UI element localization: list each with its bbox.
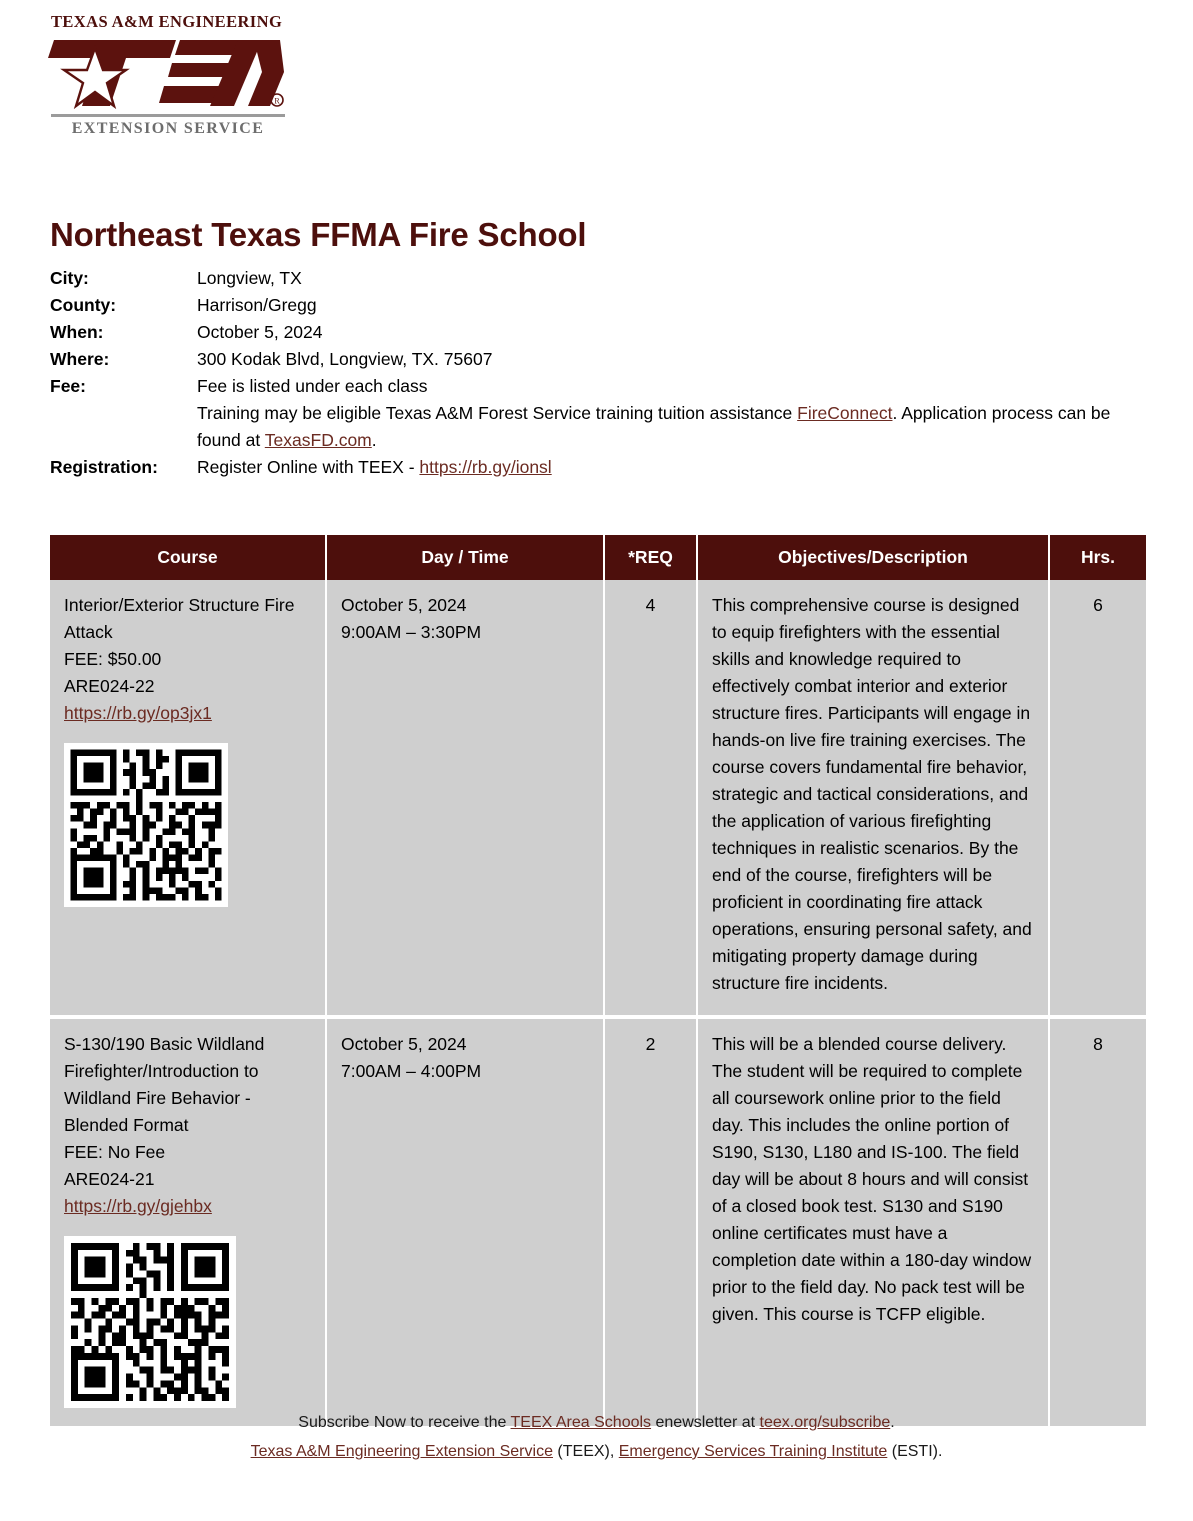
svg-text:R: R — [274, 96, 280, 106]
footer-text-3: . — [890, 1414, 895, 1431]
cell-day-time — [326, 1017, 604, 1426]
info-value-where: 300 Kodak Blvd, Longview, TX. 75607 — [197, 349, 493, 369]
esti-link[interactable]: Emergency Services Training Institute — [618, 1443, 888, 1460]
logo-divider — [51, 114, 285, 117]
cell-course — [50, 1017, 326, 1426]
fee-note — [197, 400, 1127, 454]
info-value-county: Harrison/Gregg — [197, 295, 317, 315]
cell-course — [50, 580, 326, 1017]
footer-line-1 — [0, 1408, 1193, 1437]
column-header-req: *REQ — [604, 535, 697, 580]
info-label-when: When: — [50, 322, 104, 342]
fireconnect-link[interactable]: FireConnect — [797, 403, 893, 423]
info-row-city — [50, 265, 1140, 292]
info-label-county: County: — [50, 295, 117, 315]
info-row-where — [50, 346, 1140, 373]
teex-wordmark-icon — [48, 34, 288, 112]
info-label-city: City: — [50, 268, 89, 288]
fee-value-text: Fee is listed under each class — [197, 376, 428, 396]
qr-code-are024-21[interactable] — [64, 1236, 236, 1408]
page-title: Northeast Texas FFMA Fire School — [50, 216, 587, 254]
course-day: October 5, 2024 — [341, 1034, 467, 1054]
info-value-city: Longview, TX — [197, 268, 302, 288]
info-label-fee: Fee: — [50, 376, 86, 396]
fee-note-text-2: . Application process can be found at — [197, 403, 1111, 450]
teex-logo — [48, 12, 310, 138]
course-table — [50, 535, 1146, 1426]
column-header-objectives: Objectives/Description — [697, 535, 1049, 580]
logo-bottom-text: EXTENSION SERVICE — [71, 120, 265, 137]
info-row-when — [50, 319, 1140, 346]
info-value-when: October 5, 2024 — [197, 322, 323, 342]
info-label-registration: Registration: — [50, 457, 158, 477]
info-value-fee — [197, 373, 1127, 454]
info-row-fee — [50, 373, 1140, 454]
column-header-hrs: Hrs. — [1049, 535, 1146, 580]
table-row — [50, 580, 1146, 1017]
registration-link[interactable]: https://rb.gy/ionsl — [419, 457, 552, 477]
info-row-county — [50, 292, 1140, 319]
course-time: 7:00AM – 4:00PM — [341, 1061, 482, 1081]
cell-description: This will be a blended course delivery. The student will be required to complete all coursework online prior to the field day. This includes the online portion of S190, S130, L180 and IS-100. The field day will be about 8 hours and will consist of a closed book test. S130 and S190 online certificates must have a completion date within a 180-day window prior to the field day. No pack test will be given. This course is TCFP eligible. — [697, 1017, 1049, 1426]
logo-top-text: TEXAS A&M ENGINEERING — [51, 12, 283, 31]
event-info-block — [50, 265, 1140, 481]
course-code: ARE024-21 — [64, 1169, 155, 1189]
cell-description: This comprehensive course is designed to equip firefighters with the essential skills and knowledge required to effectively combat interior and exterior structure fires. Participants will engage in hands-on live fire training exercises. The course covers fundamental fire behavior, strategic and tactical considerations, and the application of various firefighting techniques in realistic scenarios. By the end of the course, firefighters will be proficient in coordinating fire attack operations, ensuring personal safety, and mitigating property damage during structure fire incidents. — [697, 580, 1049, 1017]
fee-note-text-3: . — [371, 430, 377, 450]
column-header-day-time: Day / Time — [326, 535, 604, 580]
course-fee: FEE: $50.00 — [64, 649, 162, 669]
teex-area-schools-link[interactable]: TEEX Area Schools — [510, 1414, 652, 1431]
table-row — [50, 1017, 1146, 1426]
course-name: S-130/190 Basic Wildland Firefighter/Introduction to Wildland Fire Behavior - Blended Format — [64, 1034, 265, 1135]
course-registration-link[interactable]: https://rb.gy/gjehbx — [64, 1196, 212, 1216]
cell-req: 2 — [604, 1017, 697, 1426]
footer — [0, 1408, 1193, 1466]
footer-line-2 — [0, 1437, 1193, 1466]
course-fee: FEE: No Fee — [64, 1142, 166, 1162]
footer-text-4: (TEEX), — [552, 1443, 619, 1460]
info-label-where: Where: — [50, 349, 110, 369]
qr-code-are024-22[interactable] — [64, 743, 228, 907]
course-registration-link[interactable]: https://rb.gy/op3jx1 — [64, 703, 212, 723]
texasfd-link[interactable]: TexasFD.com — [264, 430, 372, 450]
footer-text-5: (ESTI). — [887, 1443, 943, 1460]
info-value-registration — [197, 454, 1140, 481]
cell-req: 4 — [604, 580, 697, 1017]
teex-subscribe-link[interactable]: teex.org/subscribe — [759, 1414, 891, 1431]
fee-note-text-1: Training may be eligible Texas A&M Forest Service training tuition assistance — [197, 403, 798, 423]
column-header-course: Course — [50, 535, 326, 580]
course-time: 9:00AM – 3:30PM — [341, 622, 482, 642]
teex-org-link[interactable]: Texas A&M Engineering Extension Service — [250, 1443, 553, 1460]
table-header-row — [50, 535, 1146, 580]
footer-text-2: enewsletter at — [651, 1414, 760, 1431]
course-code: ARE024-22 — [64, 676, 155, 696]
registration-prefix: Register Online with TEEX - — [197, 457, 420, 477]
footer-text-1: Subscribe Now to receive the — [298, 1414, 511, 1431]
info-row-registration — [50, 454, 1140, 481]
course-day: October 5, 2024 — [341, 595, 467, 615]
cell-day-time — [326, 580, 604, 1017]
cell-hrs: 6 — [1049, 580, 1146, 1017]
cell-hrs: 8 — [1049, 1017, 1146, 1426]
course-name: Interior/Exterior Structure Fire Attack — [64, 595, 295, 642]
